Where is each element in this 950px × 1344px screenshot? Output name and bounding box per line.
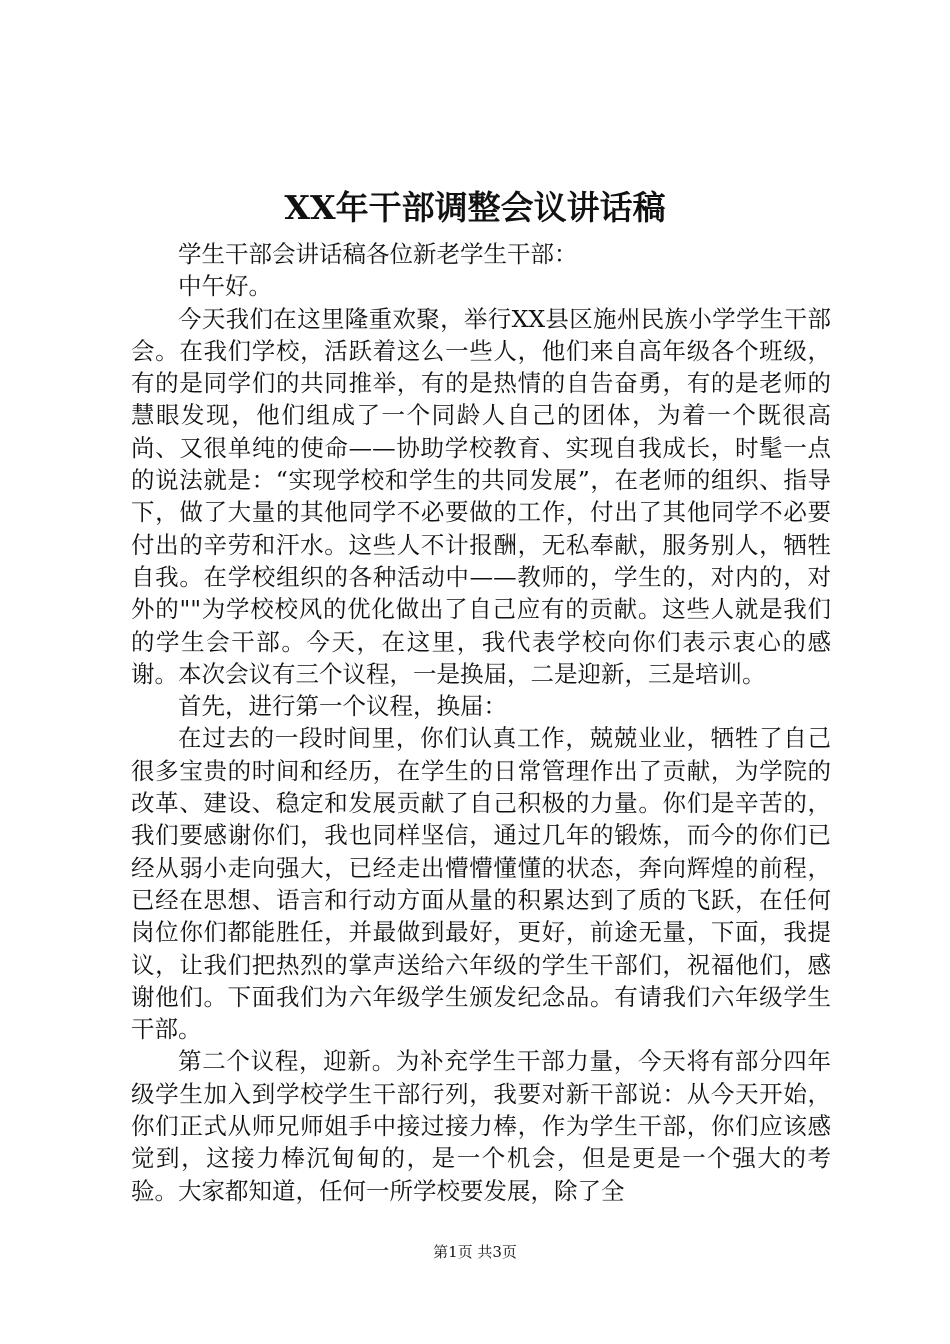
- paragraph-agenda-two: 第二个议程，迎新。为补充学生干部力量，今天将有部分四年级学生加入到学校学生干部行列，我要对新干部说：从今天开始，你们正式从师兄师姐手中接过接力棒，作为学生干部，你们应该感觉到，这接力棒沉甸甸的，是一个机会，但是更是一个强大的考验。大家都知道，任何一所学校要发展，除了全: [131, 1047, 831, 1205]
- document-body: [131, 238, 831, 1207]
- paragraph-agenda-one: 首先，进行第一个议程，换届：: [178, 692, 507, 721]
- page-footer: 第1页 共3页: [433, 1243, 517, 1261]
- paragraph-salutation: 学生干部会讲话稿各位新老学生干部：: [178, 240, 578, 268]
- document-title: XX年干部调整会议讲话稿: [284, 188, 666, 227]
- paragraph-greeting: 中午好。: [178, 272, 272, 301]
- paragraph-intro: 今天我们在这里隆重欢聚，举行XX县区施州民族小学学生干部会。在我们学校，活跃着这么一些人，他们来自高年级各个班级，有的是同学们的共同推举，有的是热情的自告奋勇，有的是老师的慧眼发现，他们组成了一个同龄人自己的团体，为着一个既很高尚、又很单纯的使命——协助学校教育、实现自我成长，时髦一点的说法就是：“实现学校和学生的共同发展”，在老师的组织、指导下，做了大量的其他同学不必要做的工作，付出了其他同学不必要付出的辛劳和汗水。这些人不计报酬，无私奉献，服务别人，牺牲自我。在学校组织的各种活动中——教师的，学生的，对内的，对外的""为学校校风的优化做出了自己应有的贡献。这些人就是我们的学生会干部。今天，在这里，我代表学校向你们表示衷心的感谢。本次会议有三个议程，一是换届，二是迎新，三是培训。: [131, 304, 831, 688]
- paragraph-thanks: 在过去的一段时间里，你们认真工作，兢兢业业，牺牲了自己很多宝贵的时间和经历，在学生的日常管理作出了贡献，为学院的改革、建设、稳定和发展贡献了自己积极的力量。你们是辛苦的，我们要感谢你们，我也同样坚信，通过几年的锻炼，而今的你们已经从弱小走向强大，已经走出懵懵懂懂的状态，奔向辉煌的前程，已经在思想、语言和行动方面从量的积累达到了质的飞跃，在任何岗位你们都能胜任，并最做到最好，更好，前途无量，下面，我提议，让我们把热烈的掌声送给六年级的学生干部们，祝福他们，感谢他们。下面我们为六年级学生颁发纪念品。有请我们六年级学生干部。: [131, 724, 831, 1044]
